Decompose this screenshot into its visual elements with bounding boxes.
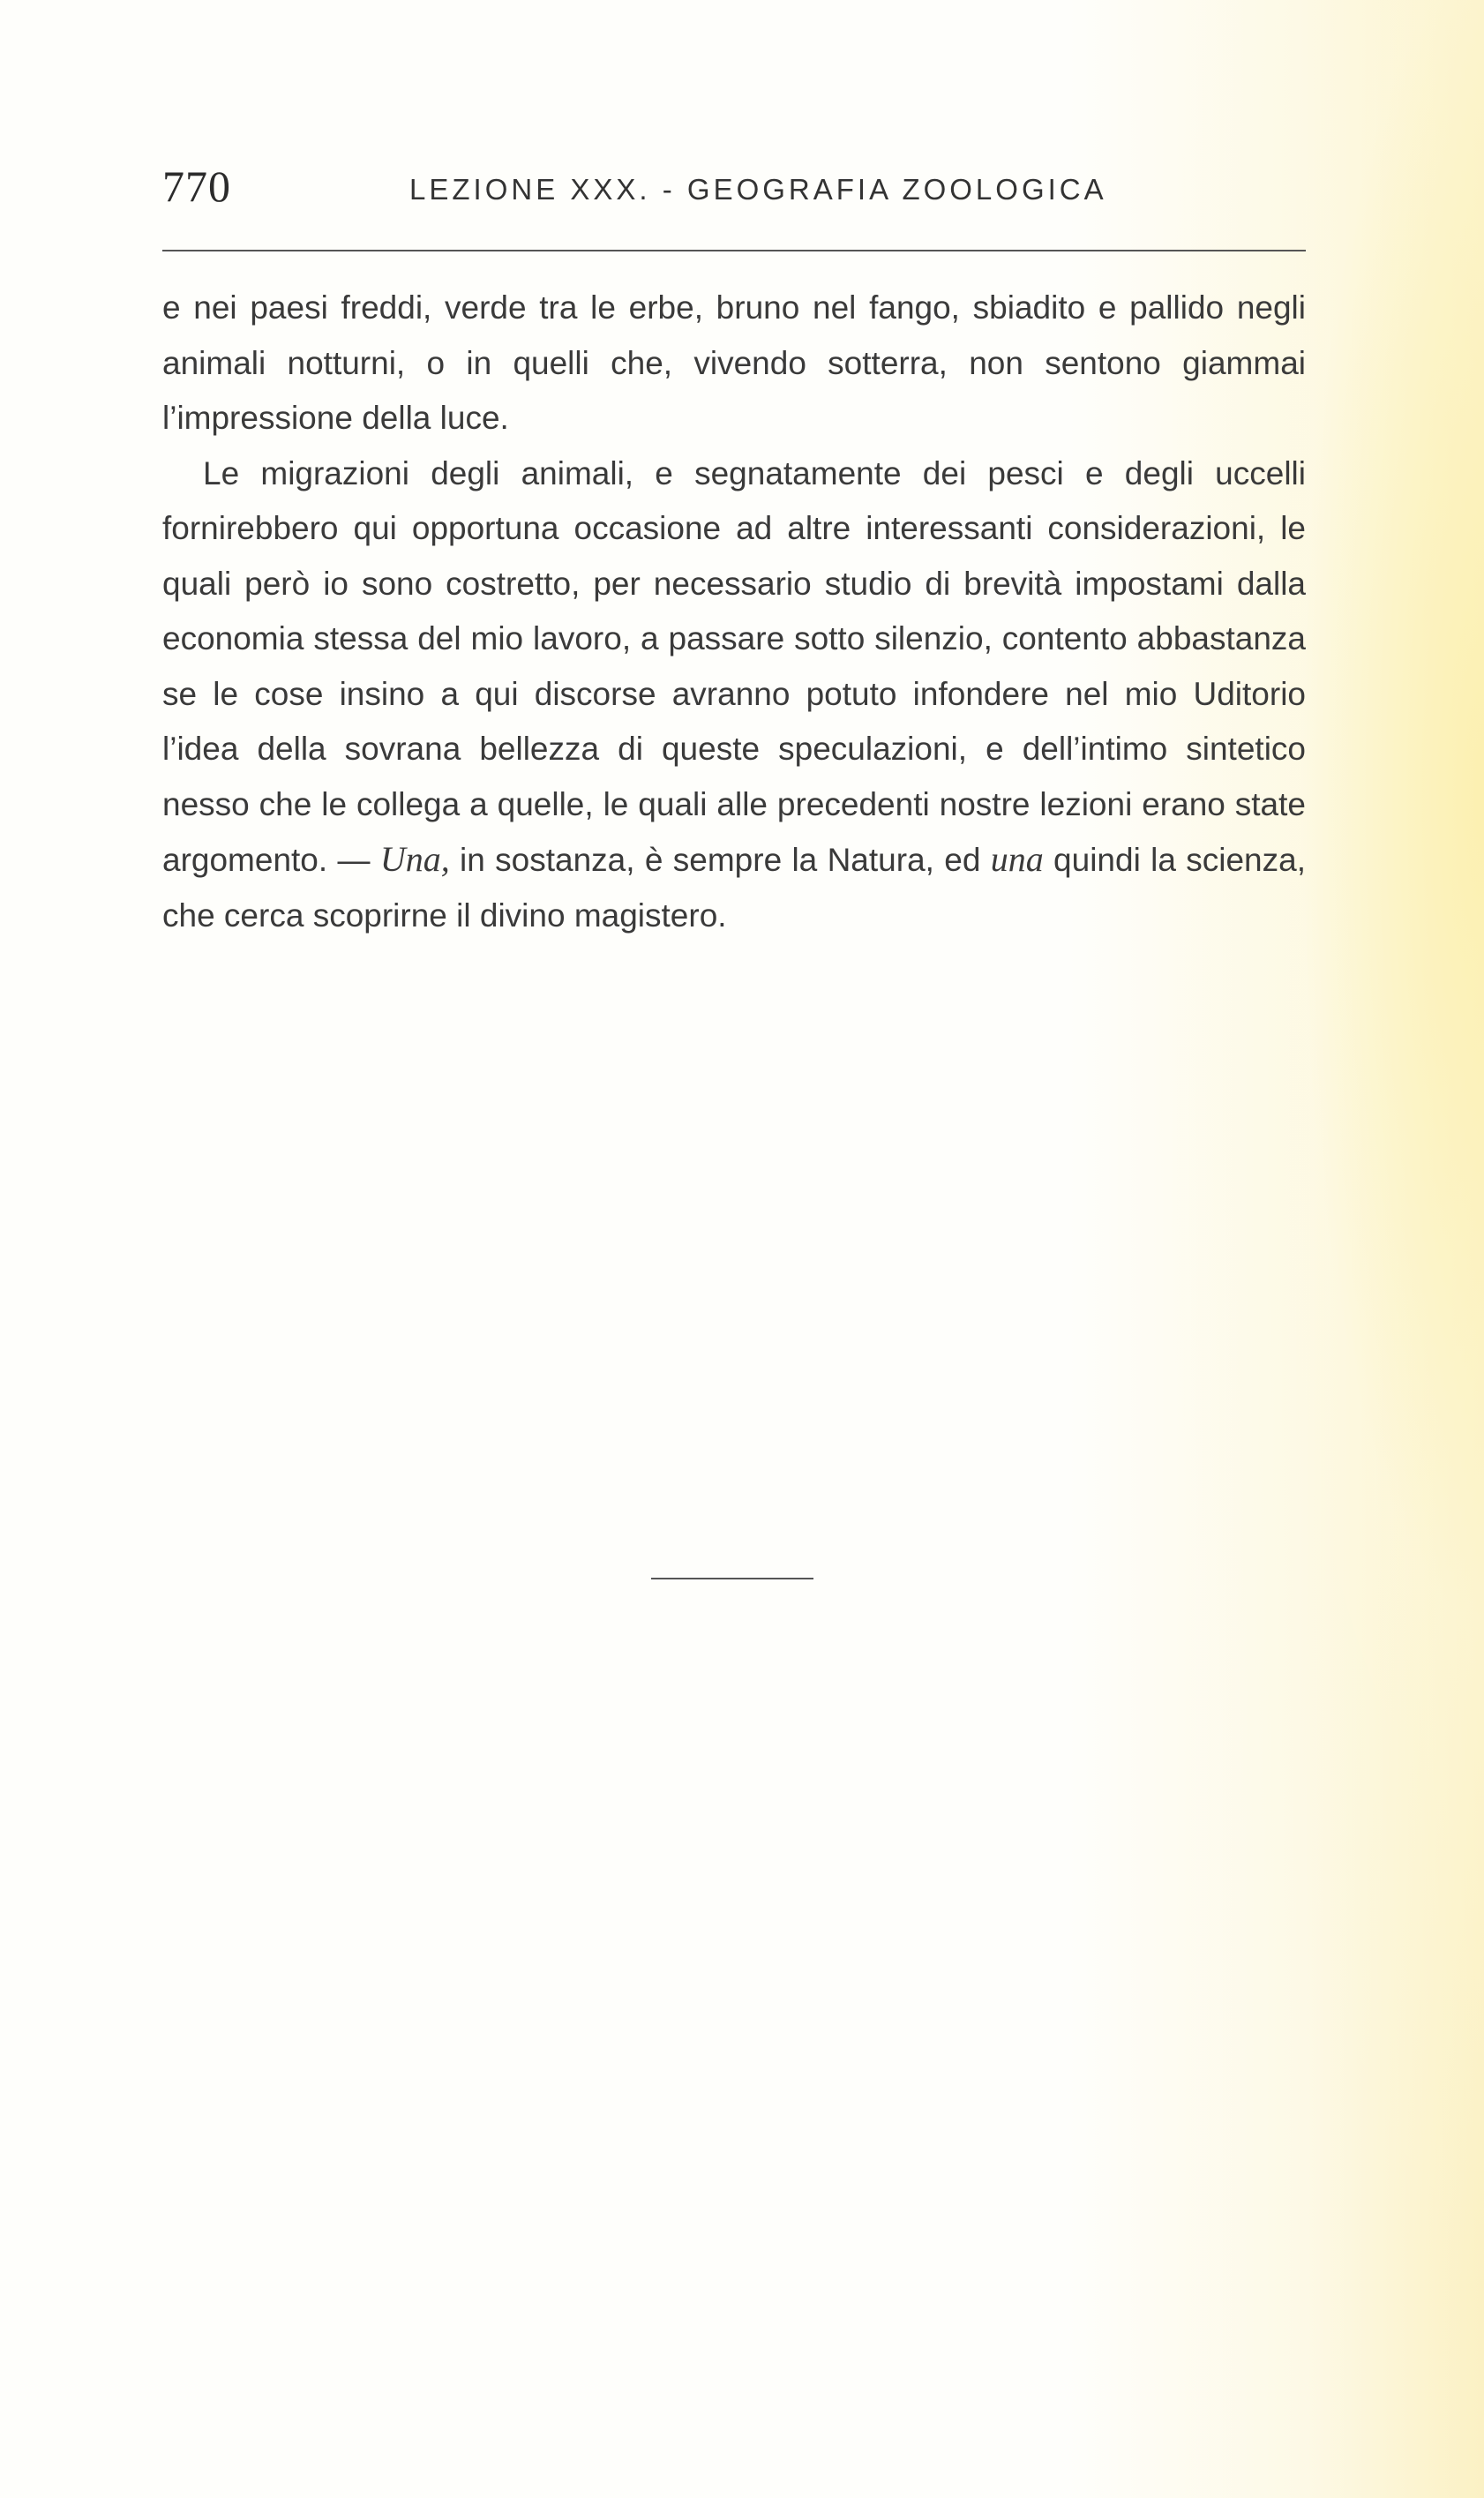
body-text [162,281,1306,943]
paragraph-2 [162,446,1306,944]
page-number: 770 [162,161,231,211]
paragraph-2-text-1: Le migrazioni degli animali, e segnatamente dei pesci e degli uccelli fornirebbero qui opportuna occasione ad altre interessanti considerazioni, le quali però io sono costretto, per necessario studio di brevità impostami dalla economia stessa del mio lavoro, a passare sotto silenzio, contento abbastanza se le cose insino a qui discorse avranno potuto infondere nel mio Uditorio l’idea della sovrana bellezza di queste speculazioni, e dell’intimo sintetico nesso che le collega a quelle, le quali alle precedenti nostre lezioni erano state argomento. — [162,454,1306,878]
paragraph-2-text-2: in sostanza, è sempre la Natura, ed [449,842,991,878]
closing-rule [651,1578,813,1579]
page-header [162,161,1306,219]
paragraph-1: e nei paesi freddi, verde tra le erbe, bruno nel fango, sbiadito e pallido negli animali notturni, o in quelli che, vivendo sotterra, non sentono giammai l’impressione della luce. [162,289,1306,436]
running-title: LEZIONE XXX. - GEOGRAFIA ZOOLOGICA [409,173,1107,206]
paragraph-2-text-3: quindi la scienza, che cerca scoprirne il divino magistero. [162,842,1306,934]
emphasis-una-2: una [990,839,1044,879]
emphasis-una-1: Una, [379,839,450,879]
header-rule [162,250,1306,251]
